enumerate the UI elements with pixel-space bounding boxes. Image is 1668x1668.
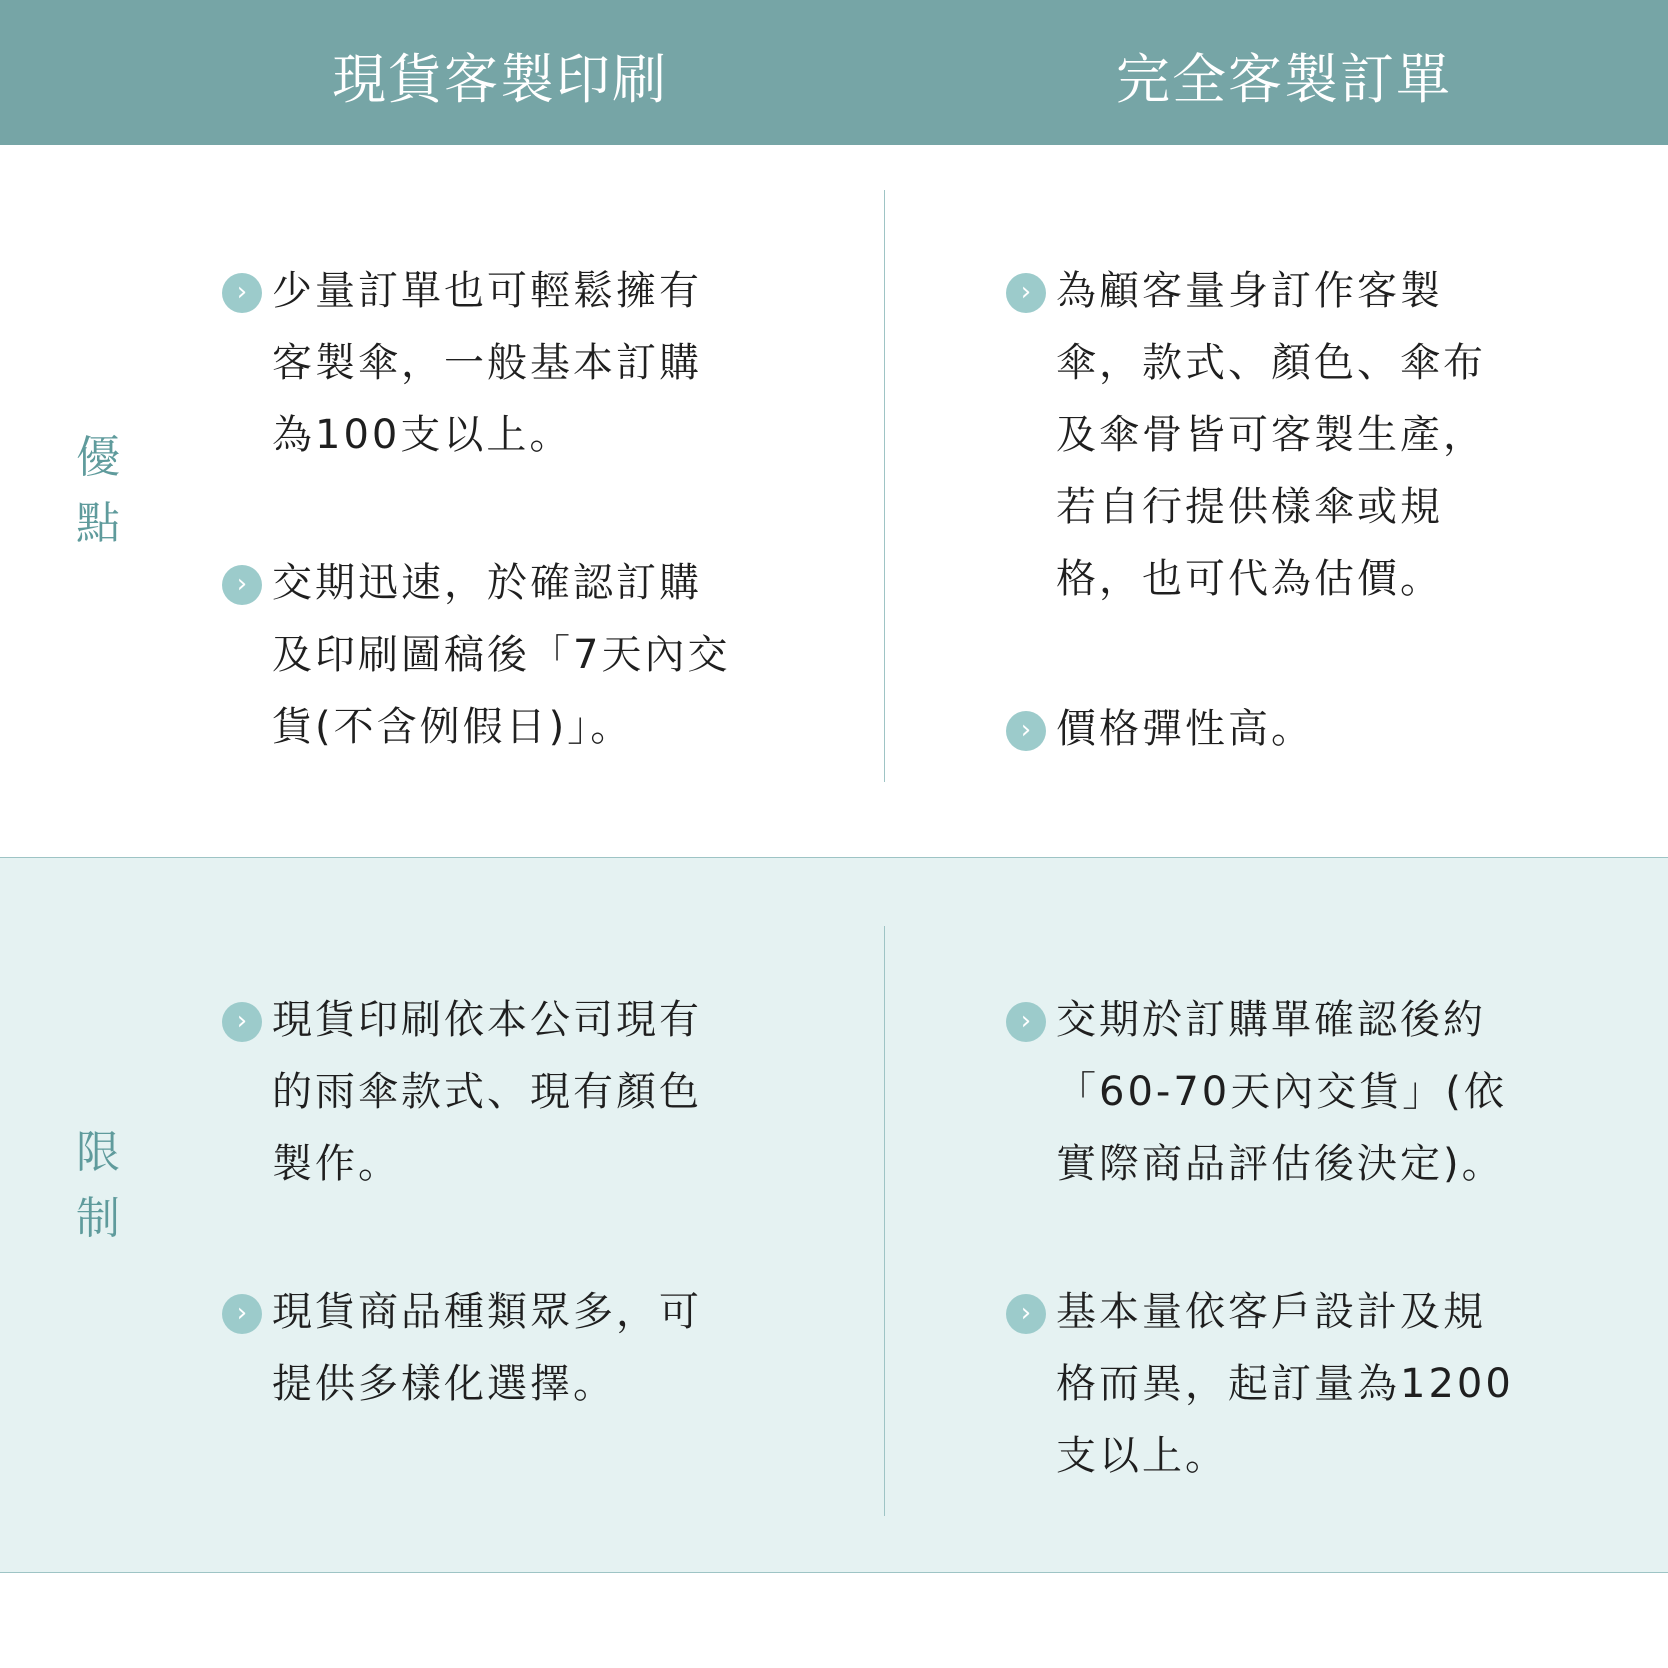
item-text: 交期迅速，於確認訂購及印刷圖稿後「7天內交貨(不含例假日)」。 <box>272 560 731 750</box>
column-divider <box>884 926 885 1516</box>
chevron-right-icon: › <box>1006 1002 1046 1042</box>
column-divider <box>884 190 885 782</box>
item-text: 基本量依客戶設計及規格而異，起訂量為1200支以上。 <box>1056 1289 1514 1479</box>
item-text: 為顧客量身訂作客製傘，款式、顏色、傘布及傘骨皆可客製生產，若自行提供樣傘或規格，也可代為估價。 <box>1056 268 1486 602</box>
limits-section <box>0 857 1668 1573</box>
limits-label <box>62 1120 134 1252</box>
limits-label-char: 制 <box>76 1193 120 1244</box>
advantages-label-char: 點 <box>76 498 120 549</box>
list-item <box>222 547 742 767</box>
list-item <box>1006 693 1526 773</box>
list-item <box>1006 984 1526 1204</box>
item-text: 價格彈性高。 <box>1056 706 1314 752</box>
column-title-full-custom: 完全客製訂單 <box>1116 48 1452 111</box>
column-title-stock-printing: 現貨客製印刷 <box>332 48 668 111</box>
chevron-right-icon: › <box>1006 1294 1046 1334</box>
advantages-section <box>0 145 1668 857</box>
list-item <box>1006 1276 1526 1496</box>
list-item <box>222 984 742 1204</box>
list-item <box>1006 255 1526 615</box>
chevron-right-icon: › <box>222 1002 262 1042</box>
chevron-right-icon: › <box>222 565 262 605</box>
item-text: 少量訂單也可輕鬆擁有客製傘，一般基本訂購為100支以上。 <box>272 268 702 458</box>
advantages-label <box>62 425 134 557</box>
item-text: 現貨印刷依本公司現有的雨傘款式、現有顏色製作。 <box>272 997 702 1187</box>
item-text: 交期於訂購單確認後約「60-70天內交貨」(依實際商品評估後決定)。 <box>1056 997 1507 1187</box>
chevron-right-icon: › <box>222 1294 262 1334</box>
list-item <box>222 255 742 475</box>
limits-label-char: 限 <box>76 1127 120 1178</box>
list-item <box>222 1276 742 1426</box>
advantages-label-char: 優 <box>76 432 120 483</box>
chevron-right-icon: › <box>1006 273 1046 313</box>
chevron-right-icon: › <box>1006 711 1046 751</box>
item-text: 現貨商品種類眾多，可提供多樣化選擇。 <box>272 1289 702 1407</box>
chevron-right-icon: › <box>222 273 262 313</box>
header-bar <box>0 0 1668 145</box>
